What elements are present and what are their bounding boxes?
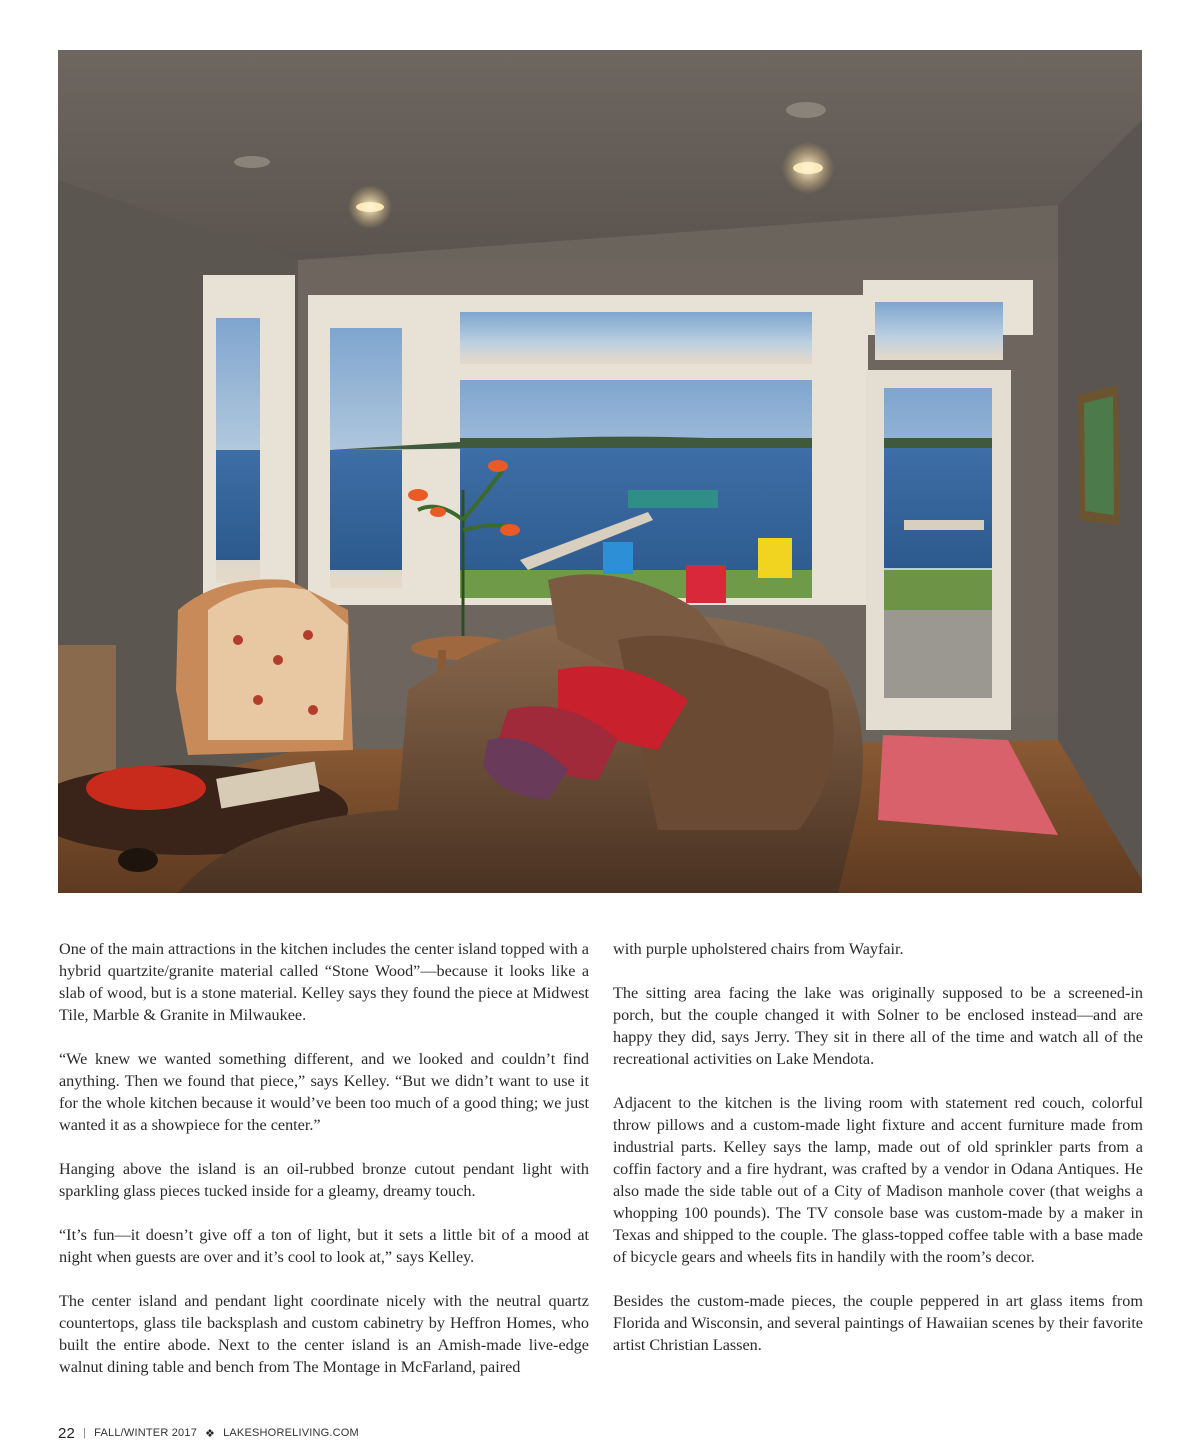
article-paragraph: One of the main attractions in the kitchen includes the center island topped with a hybrid quartzite/granite material called “Stone Wood”—because it looks like a slab of wood, but is a stone material. Kelley says they found the piece at Midwest Tile, Marble & Granite in Milwaukee.	[59, 940, 589, 1024]
article-paragraph: The sitting area facing the lake was originally supposed to be a screened-in porch, but the couple changed it with Solner to be enclosed instead—and are happy they did, says Jerry. They sit in there all of the time and watch all of the recreational activities on Lake Mendota.	[613, 984, 1143, 1068]
page-number: 22	[58, 1424, 76, 1442]
article-column-right	[613, 938, 1143, 1378]
article-paragraph: “It’s fun—it doesn’t give off a ton of light, but it sets a little bit of a mood at night when guests are over and it’s cool to look at,” says Kelley.	[59, 1226, 589, 1266]
feature-photo	[58, 50, 1142, 893]
article-paragraph: Hanging above the island is an oil-rubbed bronze cutout pendant light with sparkling glass pieces tucked inside for a gleamy, dreamy touch.	[59, 1160, 589, 1200]
website-label: LAKESHORELIVING.COM	[223, 1427, 359, 1439]
page-footer	[58, 1422, 359, 1444]
article-column-left	[59, 938, 589, 1400]
article-paragraph: The center island and pendant light coordinate nicely with the neutral quartz countertops, glass tile backsplash and custom cabinetry by Heffron Homes, who built the entire abode. Next to the center island is an Amish-made live-edge walnut dining table and bench from The Montage in McFarland, paired	[59, 1292, 589, 1376]
issue-label: FALL/WINTER 2017	[94, 1427, 198, 1439]
article-paragraph: “We knew we wanted something different, and we looked and couldn’t find anything. Then we found that piece,” says Kelley. “But we didn’t want to use it for the whole kitchen because it would’ve been too much of a good thing; we just wanted it as a showpiece for the center.”	[59, 1050, 589, 1134]
paw-print-icon: ❖	[205, 1427, 216, 1440]
article-paragraph: Besides the custom-made pieces, the couple peppered in art glass items from Florida and Wisconsin, and several paintings of Hawaiian scenes by their favorite artist Christian Lassen.	[613, 1292, 1143, 1354]
footer-separator: |	[83, 1427, 87, 1439]
article-paragraph: with purple upholstered chairs from Wayfair.	[613, 940, 904, 958]
article-paragraph: Adjacent to the kitchen is the living room with statement red couch, colorful throw pillows and a custom-made light fixture and accent furniture made from industrial parts. Kelley says the lamp, made out of old sprinkler parts from a coffin factory and a fire hydrant, was crafted by a vendor in Odana Antiques. He also made the side table out of a City of Madison manhole cover (that weighs a whopping 100 pounds). The TV console base was custom-made by a maker in Texas and shipped to the couple. The glass-topped coffee table with a base made of bicycle gears and wheels fits in handily with the room’s decor.	[613, 1094, 1143, 1266]
sitting-room-photo-illustration	[58, 50, 1142, 893]
